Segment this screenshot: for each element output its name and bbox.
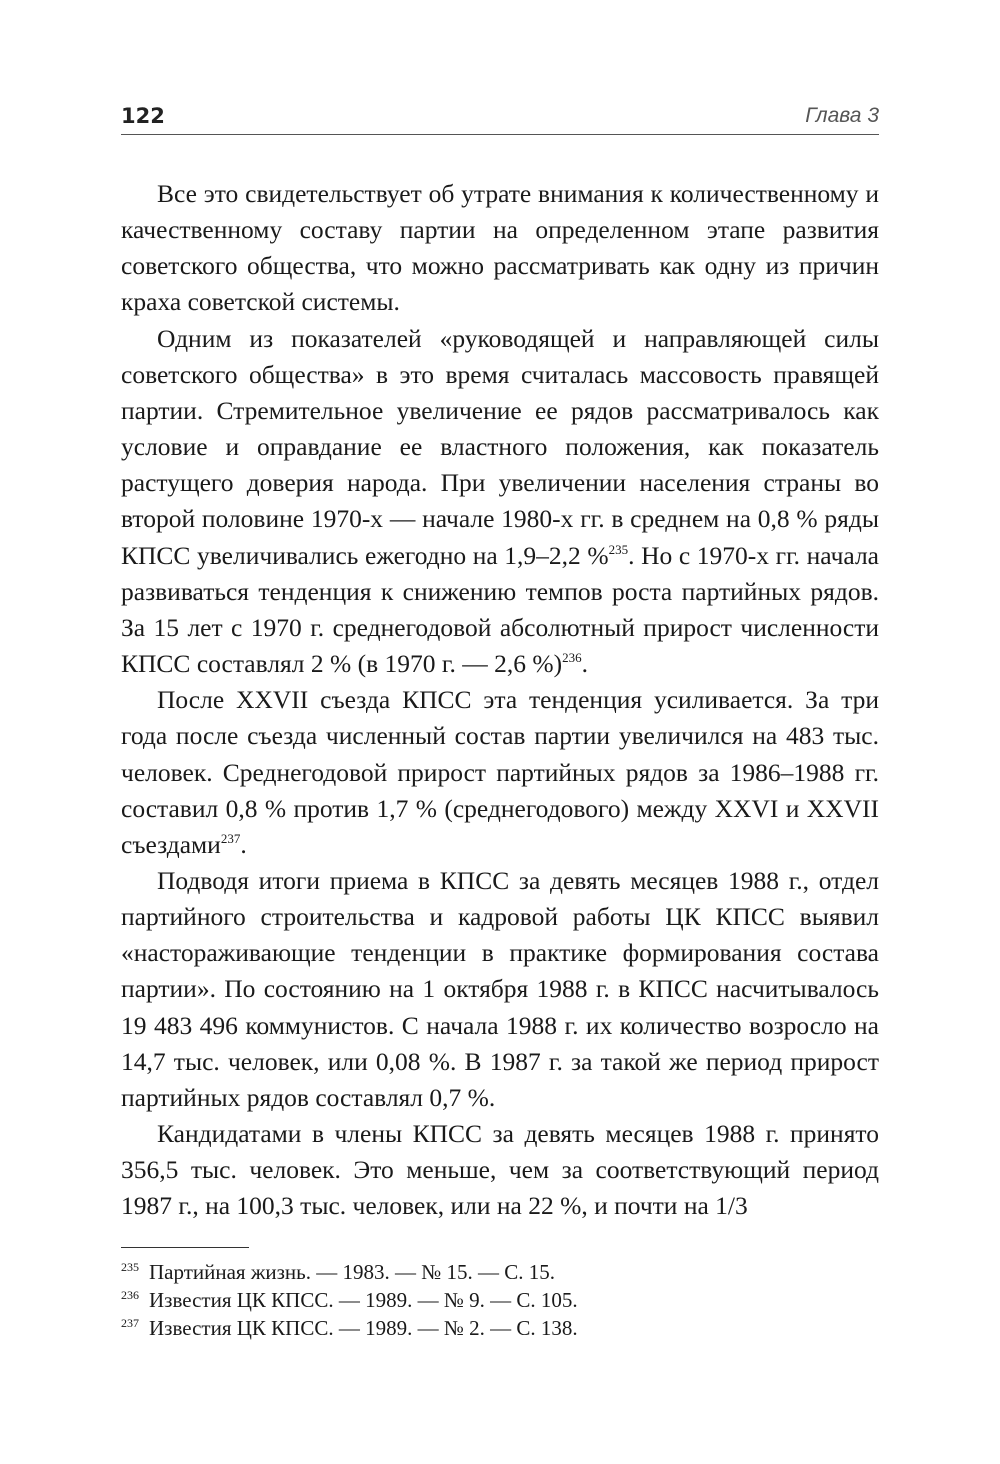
- footnote-237: [121, 1314, 879, 1342]
- running-header: [121, 100, 879, 135]
- footnote-divider: [121, 1247, 249, 1248]
- main-text: [121, 176, 879, 1225]
- paragraph-text: Все это свидетельствует об утрате внимания к количественному и качественному составу партии на определенном этапе развития советского общества, что можно рассматривать как одну из причин краха советской системы.: [121, 179, 879, 317]
- footnote-text: Известия ЦК КПСС. — 1989. — № 9. — С. 105.: [149, 1288, 578, 1312]
- footnote-235: [121, 1258, 879, 1286]
- paragraph-text: .: [240, 829, 247, 859]
- paragraph-text: Кандидатами в члены КПСС за девять месяцев 1988 г. принято 356,5 тыс. человек. Это меньше, чем за соответствующий период 1987 г., на 100,3 тыс. человек, или на 22 %, и почти на 1/3: [121, 1119, 879, 1221]
- footnote-ref-237[interactable]: 237: [220, 830, 241, 846]
- chapter-title: Глава 3: [805, 104, 879, 127]
- footnote-number: 237: [121, 1316, 139, 1330]
- paragraph-1: [121, 176, 879, 321]
- paragraph-5: [121, 1116, 879, 1224]
- footnote-ref-235[interactable]: 235: [608, 541, 629, 557]
- paragraph-text: .: [581, 649, 588, 679]
- footnote-number: 236: [121, 1288, 139, 1302]
- footnote-ref-236[interactable]: 236: [562, 650, 582, 666]
- page-number: 122: [121, 104, 165, 128]
- paragraph-4: [121, 863, 879, 1116]
- footnote-236: [121, 1286, 879, 1314]
- paragraph-text: Одним из показателей «руководящей и направляющей силы советского общества» в это время считалась массовость правящей партии. Стремительное увеличение ее рядов рассматривалось как условие и оправдание ее властного положения, как показатель растущего доверия народа. При увеличении населения страны во второй половине 1970-х — начале 1980-х гг. в среднем на 0,8 % ряды КПСС увеличивались ежегодно на 1,9–2,2 %: [121, 323, 879, 570]
- paragraph-text: После XXVII съезда КПСС эта тенденция усиливается. За три года после съезда численный состав партии увеличился на 483 тыс. человек. Среднегодовой прирост партийных рядов за 1986–1988 гг. составил 0,8 % против 1,7 % (среднегодового) между XXVI и XXVII съездами: [121, 685, 879, 859]
- footnote-text: Партийная жизнь. — 1983. — № 15. — С. 15.: [149, 1260, 555, 1284]
- paragraph-text: . Но с 1970-х гг. начала развиваться тенденция к снижению темпов роста партийных рядов. За 15 лет с 1970 г. среднегодовой абсолютный прирост численности КПСС составлял 2 % (в 1970 г. — 2,6 %): [121, 540, 879, 679]
- footnote-number: 235: [121, 1260, 139, 1274]
- paragraph-text: Подводя итоги приема в КПСС за девять месяцев 1988 г., отдел партийного строительства и кадровой работы ЦК КПСС выявил «настораживающие тенденции в практике формирования состава партии». По состоянию на 1 октября 1988 г. в КПСС насчитывалось 19 483 496 коммунистов. С начала 1988 г. их количество возросло на 14,7 тыс. человек, или 0,08 %. В 1987 г. за такой же период прирост партийных рядов составлял 0,7 %.: [121, 865, 879, 1112]
- paragraph-3: [121, 682, 879, 863]
- footnote-text: Известия ЦК КПСС. — 1989. — № 2. — С. 138.: [149, 1316, 578, 1340]
- footnotes: [121, 1258, 879, 1342]
- paragraph-2: [121, 321, 879, 683]
